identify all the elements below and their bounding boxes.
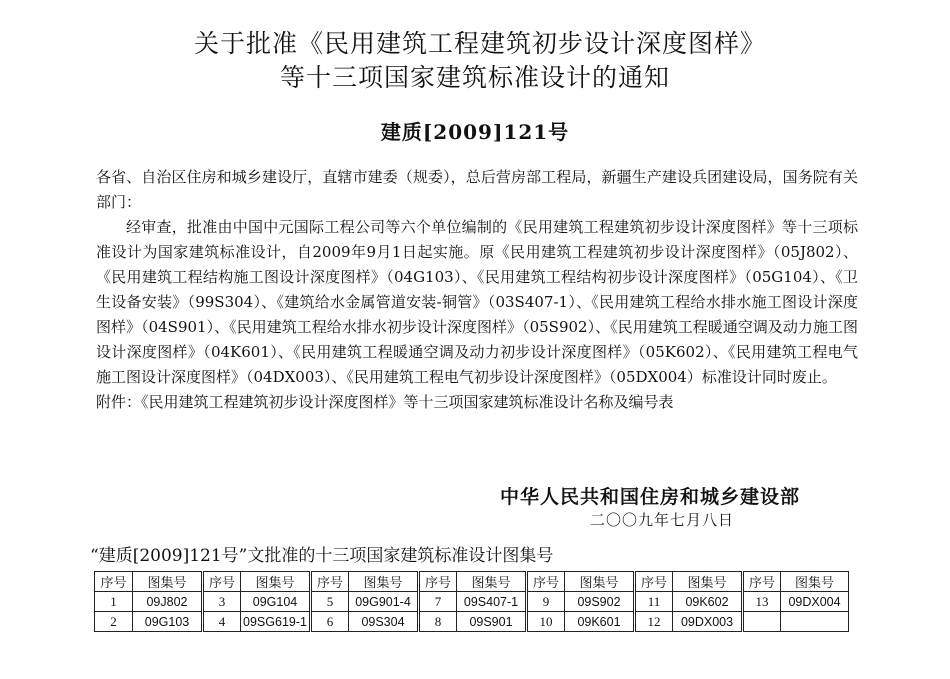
header-code: 图集号 bbox=[241, 572, 311, 592]
cell-code: 09SG619-1 bbox=[241, 612, 311, 632]
cell-seq: 7 bbox=[419, 592, 457, 612]
cell-seq: 1 bbox=[95, 592, 133, 612]
table-caption: “建质[2009]121号”文批准的十三项国家建筑标准设计图集号 bbox=[90, 546, 554, 566]
header-code: 图集号 bbox=[133, 572, 203, 592]
cell-code: 09S902 bbox=[565, 592, 635, 612]
cell-seq: 5 bbox=[311, 592, 349, 612]
cell-code: 09DX004 bbox=[781, 592, 849, 612]
cell-seq: 6 bbox=[311, 612, 349, 632]
addressee-paragraph: 各省、自治区住房和城乡建设厅，直辖市建委（规委），总后营房部工程局，新疆生产建设兵团建设局，国务院有关部门： bbox=[96, 168, 858, 211]
header-seq: 序号 bbox=[527, 572, 565, 592]
cell-code: 09DX003 bbox=[673, 612, 743, 632]
header-seq: 序号 bbox=[635, 572, 673, 592]
cell-seq: 3 bbox=[203, 592, 241, 612]
cell-code: 09J802 bbox=[133, 592, 203, 612]
cell-code: 09G103 bbox=[133, 612, 203, 632]
cell-seq: 12 bbox=[635, 612, 673, 632]
cell-code bbox=[781, 612, 849, 632]
cell-code: 09G104 bbox=[241, 592, 311, 612]
issue-date: 二〇〇九年七月八日 bbox=[590, 511, 735, 529]
cell-seq: 9 bbox=[527, 592, 565, 612]
cell-seq bbox=[743, 612, 781, 632]
notice-body bbox=[96, 165, 858, 415]
header-seq: 序号 bbox=[95, 572, 133, 592]
table-header-row bbox=[95, 572, 849, 592]
cell-seq: 13 bbox=[743, 592, 781, 612]
header-code: 图集号 bbox=[349, 572, 419, 592]
cell-seq: 4 bbox=[203, 612, 241, 632]
approval-paragraph: 经审查，批准由中国中元国际工程公司等六个单位编制的《民用建筑工程建筑初步设计深度图样》等十三项标准设计为国家建筑标准设计，自2009年9月1日起实施。原《民用建筑工程建筑初步设计深度图样》（05J802）、《民用建筑工程结构施工图设计深度图样》（04G103）、《民用建筑工程结构初步设计深度图样》（05G104）、《卫生设备安装》（99S304）、《建筑给水金属管道安装-铜管》（03S407-1）、《民用建筑工程给水排水施工图设计深度图样》（04S901）、《民用建筑工程给水排水初步设计深度图样》（05S902）、《民用建筑工程暖通空调及动力施工图设计深度图样》（04K601）、《民用建筑工程暖通空调及动力初步设计深度图样》（05K602）、《民用建筑工程电气施工图设计深度图样》（04DX003）、《民用建筑工程电气初步设计深度图样》（05DX004）标准设计同时废止。 bbox=[96, 218, 858, 386]
table-row bbox=[95, 612, 849, 632]
cell-seq: 10 bbox=[527, 612, 565, 632]
cell-code: 09S901 bbox=[457, 612, 527, 632]
header-seq: 序号 bbox=[419, 572, 457, 592]
notice-title-line1: 关于批准《民用建筑工程建筑初步设计深度图样》 bbox=[193, 29, 766, 58]
cell-code: 09K602 bbox=[673, 592, 743, 612]
cell-code: 09G901-4 bbox=[349, 592, 419, 612]
notice-title-line2: 等十三项国家建筑标准设计的通知 bbox=[279, 63, 670, 92]
cell-code: 09S407-1 bbox=[457, 592, 527, 612]
attachment-paragraph: 附件：《民用建筑工程建筑初步设计深度图样》等十三项国家建筑标准设计名称及编号表 bbox=[96, 393, 674, 411]
header-code: 图集号 bbox=[457, 572, 527, 592]
cell-code: 09S304 bbox=[349, 612, 419, 632]
cell-seq: 8 bbox=[419, 612, 457, 632]
issuing-authority: 中华人民共和国住房和城乡建设部 bbox=[500, 486, 801, 508]
atlas-code-table bbox=[94, 571, 849, 632]
header-seq: 序号 bbox=[311, 572, 349, 592]
cell-seq: 11 bbox=[635, 592, 673, 612]
header-seq: 序号 bbox=[203, 572, 241, 592]
header-seq: 序号 bbox=[743, 572, 781, 592]
cell-seq: 2 bbox=[95, 612, 133, 632]
cell-code: 09K601 bbox=[565, 612, 635, 632]
header-code: 图集号 bbox=[781, 572, 849, 592]
header-code: 图集号 bbox=[673, 572, 743, 592]
document-number: 建质[2009]121号 bbox=[380, 120, 570, 144]
header-code: 图集号 bbox=[565, 572, 635, 592]
table-row bbox=[95, 592, 849, 612]
